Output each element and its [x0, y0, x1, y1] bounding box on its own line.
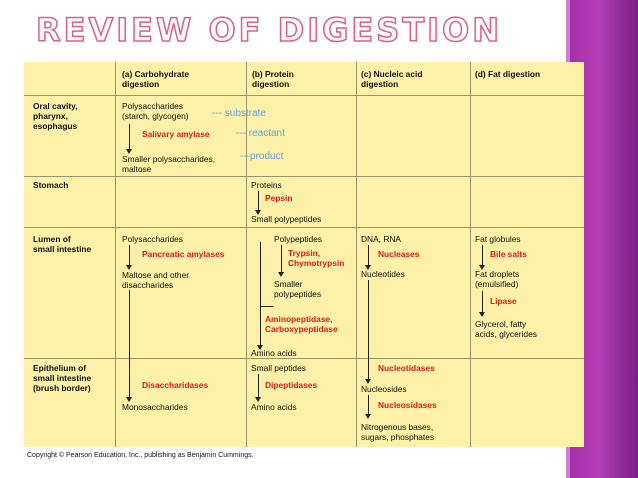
epi-carb-product: Monosaccharides [122, 402, 188, 412]
stomach-protein-enzyme: Pepsin [265, 193, 293, 203]
slide-title: REVIEW OF DIGESTION [36, 11, 503, 49]
lumen-fat-product-2: Glycerol, fatty acids, glycerides [475, 319, 537, 339]
lumen-fat-product: Fat droplets (emulsified) [475, 269, 520, 289]
lumen-carb-product: Maltose and other disaccharides [122, 270, 190, 290]
epi-nucleic-product-2: Nitrogenous bases, sugars, phosphates [361, 422, 435, 442]
annotation-product: ---product [240, 151, 284, 162]
annotation-reactant: --- reactant [236, 128, 285, 139]
epi-carb-arrow [129, 290, 130, 398]
lumen-nucleic-arrow [368, 245, 369, 266]
lumen-nucleic-product: Nucleotides [361, 269, 405, 279]
copyright-notice: Copyright © Pearson Education, Inc., publishing as Benjamin Cummings. [27, 452, 254, 459]
row-header-oral: Oral cavity, pharynx, esophagus [33, 101, 78, 131]
epi-protein-product: Amino acids [251, 402, 297, 412]
col-divider-1 [115, 62, 116, 447]
epi-nucleic-product: Nucleosides [361, 384, 407, 394]
col-divider-3 [356, 62, 357, 447]
lumen-protein-enzyme: Trypsin, Chymotrypsin [288, 248, 345, 268]
epi-nucleic-enzyme-2: Nucleosidases [378, 400, 437, 410]
stomach-protein-arrow [258, 191, 259, 211]
col-divider-4 [470, 62, 471, 447]
lumen-fat-enzyme: Bile salts [490, 249, 527, 259]
lumen-nucleic-substrate: DNA, RNA [361, 234, 402, 244]
header-divider [24, 95, 584, 96]
stomach-protein-substrate: Proteins [251, 180, 282, 190]
digestion-table [24, 62, 584, 447]
epi-protein-enzyme: Dipeptidases [265, 380, 318, 390]
lumen-protein-substrate: Polypeptides [274, 234, 322, 244]
lumen-carb-substrate: Polysaccharides [122, 234, 183, 244]
epi-nucleic-arrow-2 [368, 395, 369, 415]
epi-carb-enzyme: Disaccharidases [142, 380, 209, 390]
oral-carb-product: Smaller polysaccharides, maltose [122, 154, 216, 174]
row-divider-stomach [24, 227, 584, 228]
annotation-substrate: --- substrate [212, 108, 266, 119]
lumen-carb-enzyme: Pancreatic amylases [142, 249, 225, 259]
epi-protein-arrow [258, 374, 259, 398]
oral-carb-substrate: Polysaccharides (starch, glycogen) [122, 101, 189, 121]
epi-nucleic-arrow [368, 280, 369, 380]
col-header-nucleic: (c) Nucleic acid digestion [361, 69, 423, 89]
lumen-protein-arrow [281, 245, 282, 273]
lumen-protein-product-2: Amino acids [251, 348, 297, 358]
col-header-protein: (b) Protein digestion [252, 69, 294, 89]
row-header-epithelium: Epithelium of small intestine (brush border) [33, 363, 92, 393]
lumen-fat-arrow-2 [482, 291, 483, 313]
row-divider-lumen [24, 358, 584, 359]
stomach-protein-product: Small polypeptides [251, 214, 322, 224]
lumen-protein-bracket [260, 242, 273, 307]
lumen-nucleic-enzyme: Nucleases [378, 249, 420, 259]
lumen-protein-enzyme-2: Aminopeptidase, Carboxypeptidase [265, 314, 338, 334]
row-header-stomach: Stomach [33, 180, 69, 190]
row-divider-oral [24, 176, 584, 177]
lumen-fat-enzyme-2: Lipase [490, 296, 517, 306]
lumen-protein-arrow-2 [260, 306, 261, 346]
epi-nucleic-enzyme: Nucleotidases [378, 363, 435, 373]
lumen-carb-arrow [129, 245, 130, 266]
oral-carb-enzyme: Salivary amylase [142, 129, 210, 139]
lumen-fat-arrow [482, 245, 483, 266]
row-header-lumen: Lumen of small intestine [33, 234, 92, 254]
col-header-fat: (d) Fat digestion [475, 69, 541, 79]
epi-protein-substrate: Small peptides [251, 363, 306, 373]
oral-carb-arrow [129, 124, 130, 150]
lumen-protein-product: Smaller polypeptides [274, 279, 322, 299]
lumen-fat-substrate: Fat globules [475, 234, 521, 244]
col-header-carb: (a) Carbohydrate digestion [122, 69, 190, 89]
